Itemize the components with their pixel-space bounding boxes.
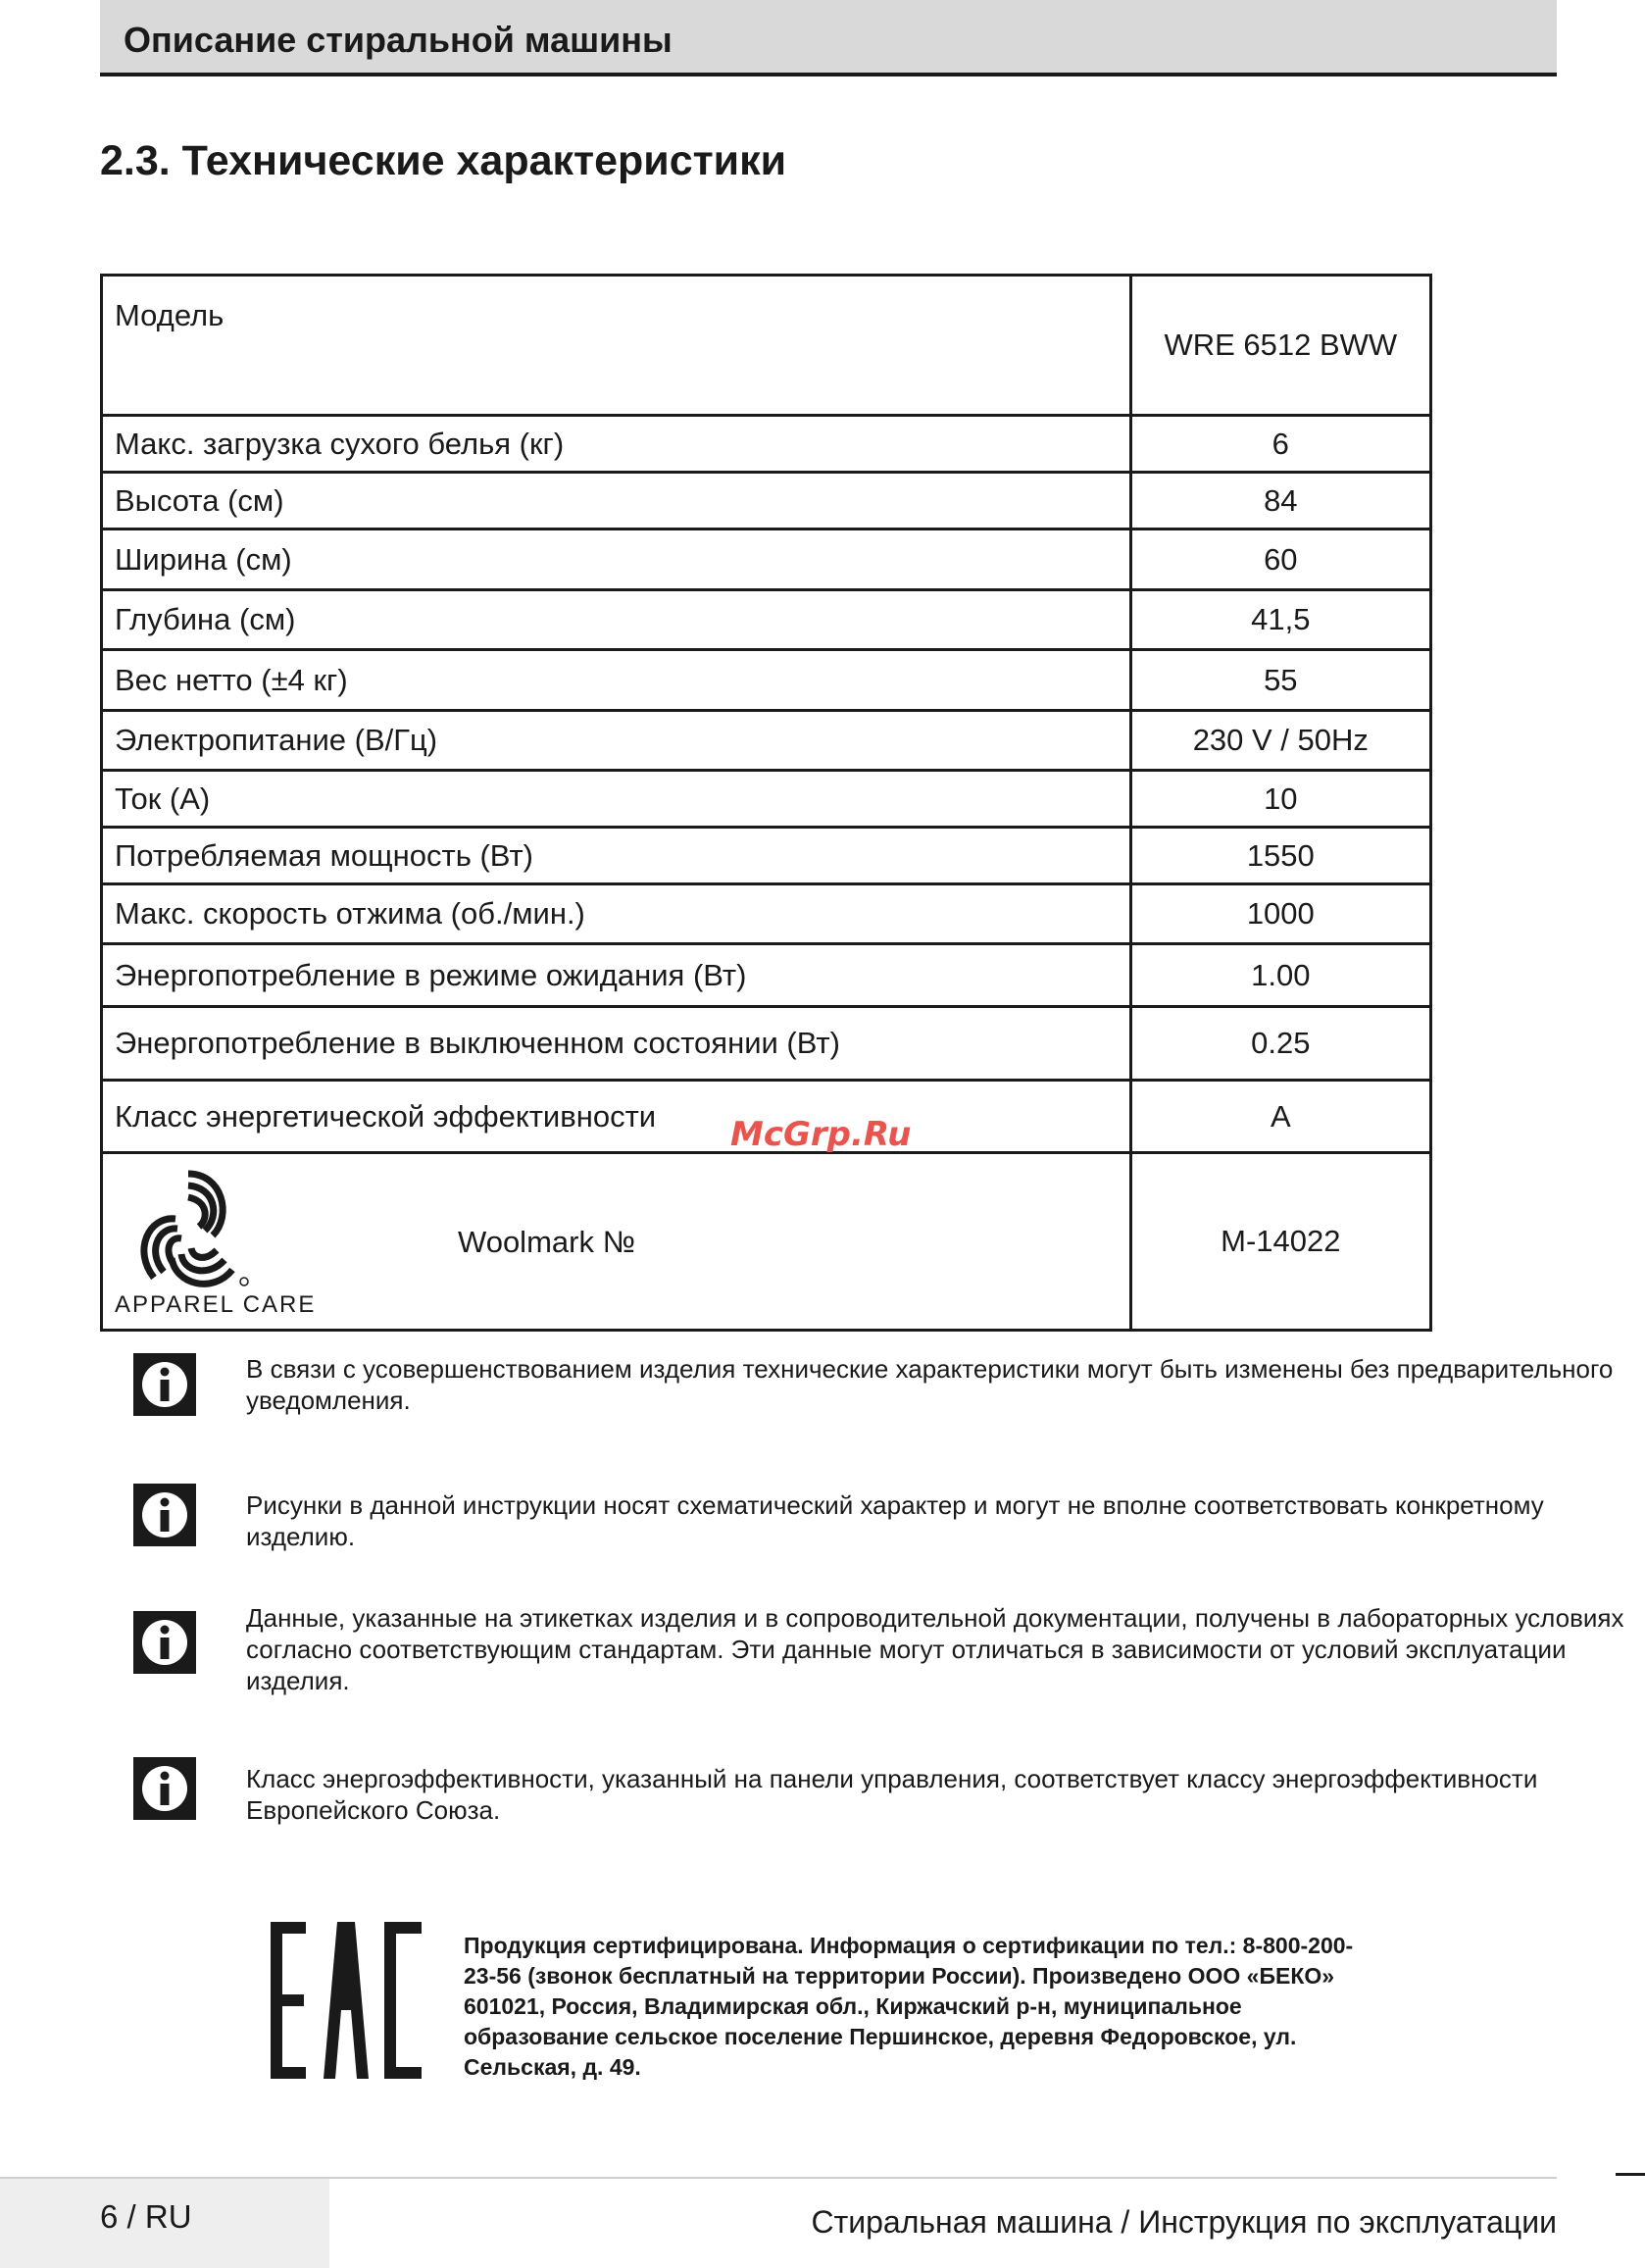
spec-value: 84 — [1130, 473, 1430, 529]
specs-table — [100, 274, 1432, 1332]
spec-value: 1550 — [1130, 828, 1430, 884]
footer-doc-title: Стиральная машина / Инструкция по эксплуатации — [811, 2204, 1557, 2240]
woolmark-icon — [115, 1162, 262, 1299]
spec-label: Ток (А) — [102, 771, 1131, 828]
info-icon — [133, 1611, 196, 1674]
spec-label: Модель — [102, 276, 1131, 416]
table-row — [102, 771, 1431, 828]
note-text: Класс энергоэффективности, указанный на панели управления, соответствует классу энергоэффективности Европейского Союза. — [246, 1764, 1538, 1825]
spec-label: Энергопотребление в режиме ожидания (Вт) — [102, 944, 1131, 1007]
table-row — [102, 711, 1431, 771]
woolmark-label: Woolmark № — [458, 1225, 635, 1259]
table-row — [102, 944, 1431, 1007]
spec-value: 55 — [1130, 650, 1430, 711]
table-row — [102, 590, 1431, 650]
table-row — [102, 650, 1431, 711]
note-text: В связи с усовершенствованием изделия технические характеристики могут быть изменены без предварительного уведомления. — [246, 1354, 1614, 1415]
table-row — [102, 473, 1431, 529]
certification-text: Продукция сертифицирована. Информация о сертификации по тел.: 8-800-200-23-56 (звонок бесплатный на территории России). Произведено ООО «БЕКО» 601021, Россия, Владимирская обл., Киржачский р-н, муниципальное образование сельское поселение Першинское, деревня Федоровское, ул. Сельская, д. 49. — [464, 1933, 1354, 2080]
spec-label: Высота (см) — [102, 473, 1131, 529]
table-row — [102, 1007, 1431, 1081]
spec-label: Потребляемая мощность (Вт) — [102, 828, 1131, 884]
section-title: 2.3. Технические характеристики — [100, 137, 787, 184]
spec-label: Электропитание (В/Гц) — [102, 711, 1131, 771]
table-row — [102, 884, 1431, 944]
spec-value: 6 — [1130, 416, 1430, 473]
spec-value: 230 V / 50Hz — [1130, 711, 1430, 771]
spec-value: 10 — [1130, 771, 1430, 828]
spec-label: Класс энергетической эффективности — [102, 1081, 1131, 1153]
watermark: McGrp.Ru — [730, 1115, 912, 1154]
page-number: 6 / RU — [100, 2198, 192, 2235]
spec-value: 0.25 — [1130, 1007, 1430, 1081]
note-text: Данные, указанные на этикетках изделия и в сопроводительной документации, получены в лабораторных условиях согласно соответствующим стандартам. Эти данные могут отличаться в зависимости от условий эксплуатации изделия. — [246, 1603, 1624, 1695]
apparel-care-text: APPAREL CARE — [115, 1291, 317, 1318]
spec-label: Макс. загрузка сухого белья (кг) — [102, 416, 1131, 473]
spec-label: Вес нетто (±4 кг) — [102, 650, 1131, 711]
spec-label: Макс. скорость отжима (об./мин.) — [102, 884, 1131, 944]
spec-value: 41,5 — [1130, 590, 1430, 650]
table-row — [102, 529, 1431, 590]
spec-label: Энергопотребление в выключенном состоянии (Вт) — [102, 1007, 1131, 1081]
spec-value: 1000 — [1130, 884, 1430, 944]
info-icon — [133, 1484, 196, 1546]
edge-mark — [1616, 2173, 1645, 2176]
eac-logo-icon — [267, 1922, 424, 2079]
spec-value: A — [1130, 1081, 1430, 1153]
spec-value: 60 — [1130, 529, 1430, 590]
table-row-model — [102, 276, 1431, 416]
spec-value: 1.00 — [1130, 944, 1430, 1007]
table-row-woolmark — [102, 1153, 1431, 1331]
woolmark-cell — [102, 1153, 1131, 1331]
spec-value: M-14022 — [1130, 1153, 1430, 1331]
spec-label: Ширина (см) — [102, 529, 1131, 590]
table-row — [102, 828, 1431, 884]
header-title: Описание стиральной машины — [124, 20, 673, 60]
note-text: Рисунки в данной инструкции носят схематический характер и могут не вполне соответствовать конкретному изделию. — [246, 1490, 1544, 1551]
spec-value: WRE 6512 BWW — [1130, 276, 1430, 416]
table-row — [102, 416, 1431, 473]
info-icon — [133, 1757, 196, 1820]
spec-label: Глубина (см) — [102, 590, 1131, 650]
info-icon — [133, 1353, 196, 1416]
header-bar — [100, 0, 1557, 76]
